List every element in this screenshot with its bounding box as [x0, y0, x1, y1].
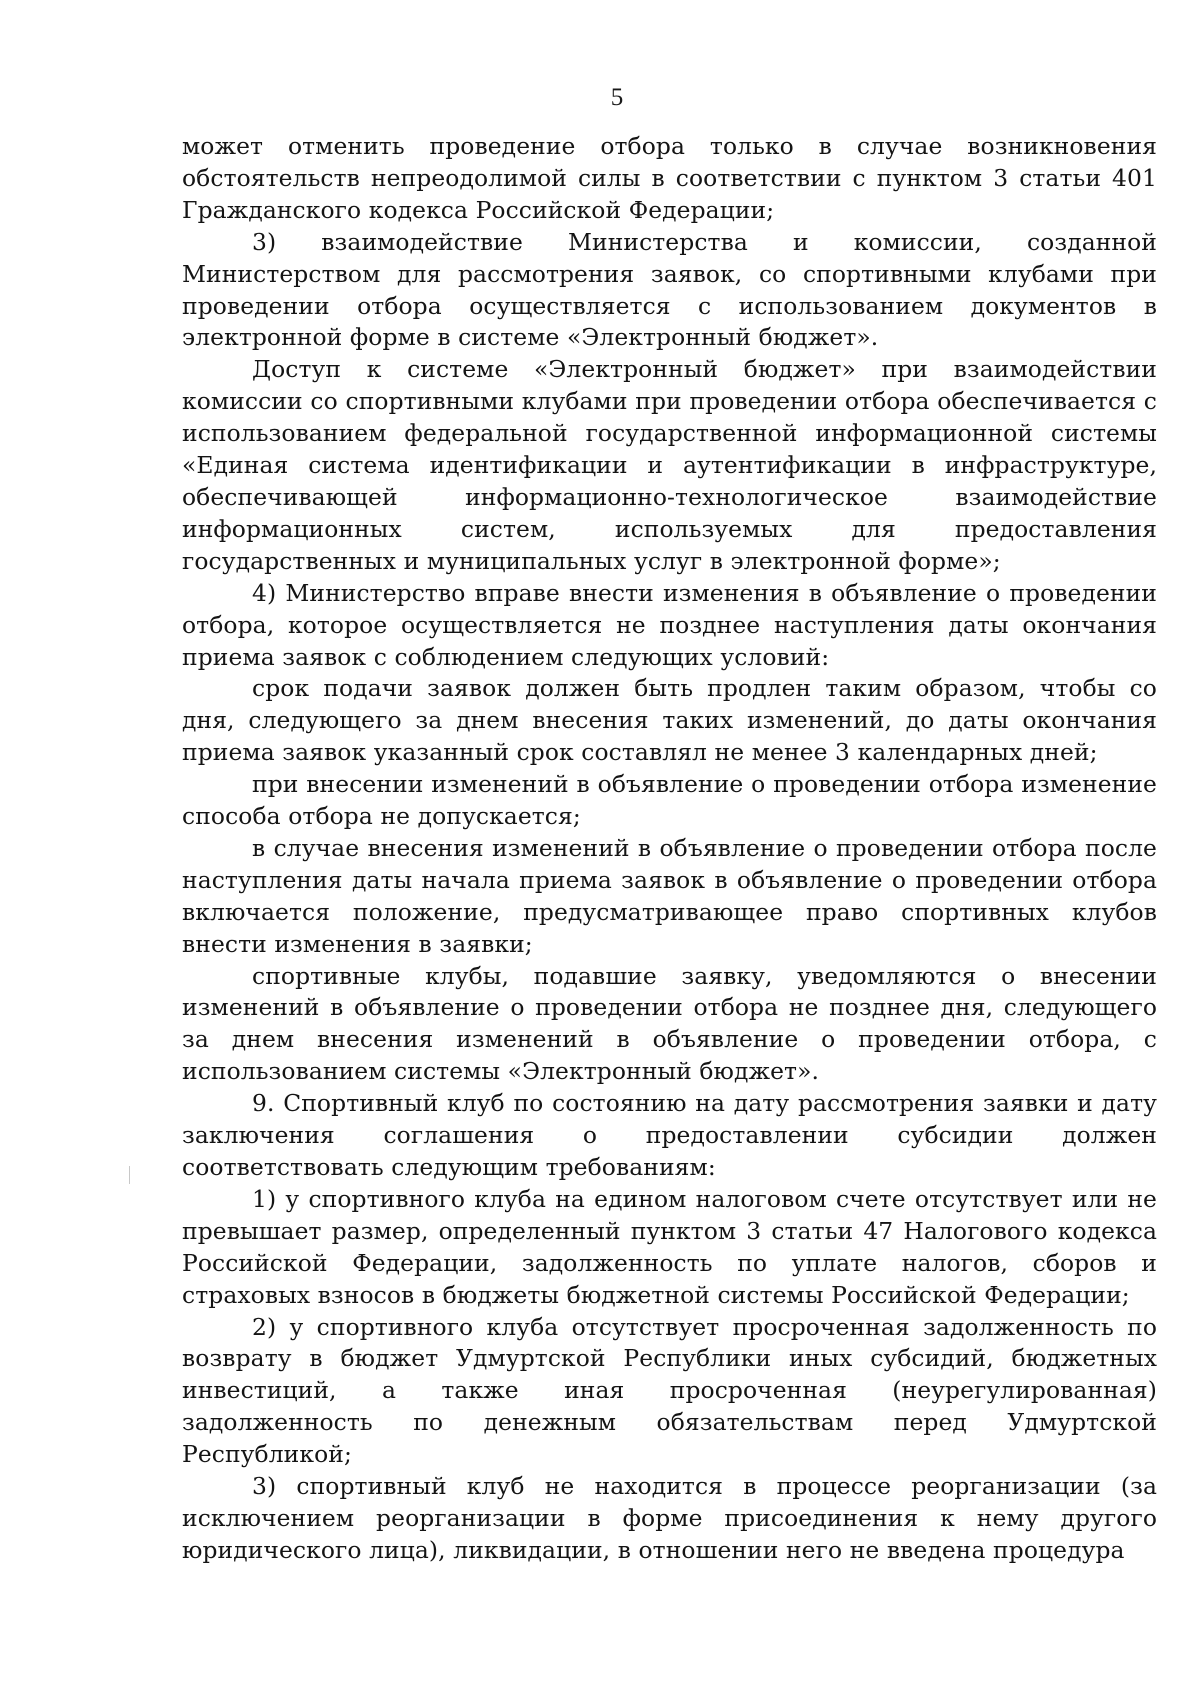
paragraph-applications-change: в случае внесения изменений в объявление о проведении отбора после наступления даты начала приема заявок в объявление о проведении отбора включается положение, предусматривающее право спортивных клубов внести изменения в заявки;: [182, 833, 1157, 958]
paragraph-method-change: при внесении изменений в объявление о проведении отбора изменение способа отбора не допускается;: [182, 770, 1157, 831]
document-body: [182, 131, 1157, 1567]
page-number: 5: [610, 84, 624, 111]
paragraph-item-4-changes: 4) Министерство вправе внести изменения в объявление о проведении отбора, которое осуществляется не позднее наступления даты окончания приема заявок с соблюдением следующих условий:: [182, 578, 1157, 671]
paragraph-continuation: может отменить проведение отбора только в случае возникновения обстоятельств непреодолимой силы в соответствии с пунктом 3 статьи 401 Гражданского кодекса Российской Федерации;: [182, 132, 1157, 224]
paragraph-section-9: 9. Спортивный клуб по состоянию на дату рассмотрения заявки и дату заключения соглашения о предоставлении субсидии должен соответствовать следующим требованиям:: [182, 1089, 1157, 1181]
paragraph-notification: спортивные клубы, подавшие заявку, уведомляются о внесении изменений в объявление о проведении отбора не позднее дня, следующего за днем внесения изменений в объявление о проведении отбора, с использованием системы «Электронный бюджет».: [182, 961, 1157, 1086]
paragraph-requirement-3: 3) спортивный клуб не находится в процессе реорганизации (за исключением реорганизации в форме присоединения к нему другого юридического лица), ликвидации, в отношении него не введена процедура: [182, 1472, 1157, 1564]
scan-margin-mark: [129, 1166, 130, 1184]
paragraph-item-3-interaction: 3) взаимодействие Министерства и комиссии, созданной Министерством для рассмотрения заявок, со спортивными клубами при проведении отбора осуществляется с использованием документов в электронной форме в системе «Электронный бюджет».: [182, 227, 1157, 352]
paragraph-requirement-2: 2) у спортивного клуба отсутствует просроченная задолженность по возврату в бюджет Удмуртской Республики иных субсидий, бюджетных инвестиций, а также иная просроченная (неурегулированная) задолженность по денежным обязательствам перед Удмуртской Республикой;: [182, 1312, 1157, 1469]
paragraph-requirement-1: 1) у спортивного клуба на едином налоговом счете отсутствует или не превышает размер, определенный пунктом 3 статьи 47 Налогового кодекса Российской Федерации, задолженность по уплате налогов, сборов и страховых взносов в бюджеты бюджетной системы Российской Федерации;: [182, 1184, 1157, 1309]
paragraph-system-access: Доступ к системе «Электронный бюджет» при взаимодействии комиссии со спортивными клубами при проведении отбора обеспечивается с использованием федеральной государственной информационной системы «Единая система идентификации и аутентификации в инфраструктуре, обеспечивающей информационно-технологическое взаимодействие информационных систем, используемых для предоставления государственных и муниципальных услуг в электронной форме»;: [182, 355, 1157, 575]
paragraph-deadline-extension: срок подачи заявок должен быть продлен таким образом, чтобы со дня, следующего за днем внесения таких изменений, до даты окончания приема заявок указанный срок составлял не менее 3 календарных дней;: [182, 674, 1157, 767]
